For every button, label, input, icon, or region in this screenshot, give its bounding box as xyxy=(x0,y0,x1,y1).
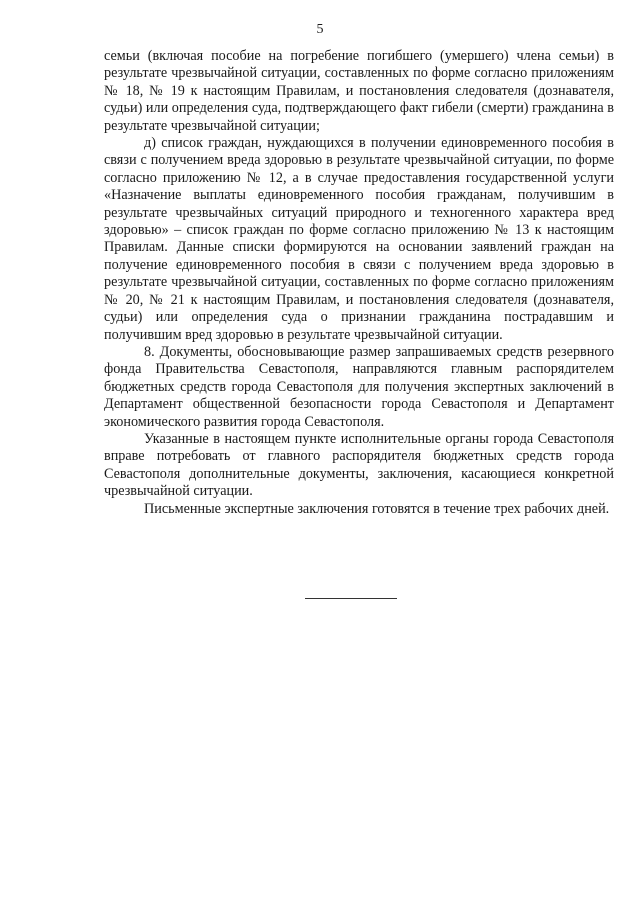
end-separator-line xyxy=(305,598,397,599)
page-number: 5 xyxy=(316,22,324,37)
body-text xyxy=(104,48,614,518)
paragraph-item-8: 8. Документы, обосновывающие размер запрашиваемых средств резервного фонда Правительства Севастополя, направляются главным распорядителем бюджетных средств города Севастополя для получения экспертных заключений в Департамент общественной безопасности города Севастополя и Департамент экономического развития города Севастополя. xyxy=(104,343,614,430)
paragraph-continuation: семьи (включая пособие на погребение погибшего (умершего) члена семьи) в результате чрезвычайной ситуации, составленных по форме согласно приложениям № 18, № 19 к настоящим Правилам, и постановления следователя (дознавателя, судьи) или определения суда, подтверждающего факт гибели (смерти) гражданина в результате чрезвычайной ситуации; xyxy=(104,48,614,134)
paragraph-item-d: д) список граждан, нуждающихся в получении единовременного пособия в связи с получением вреда здоровью в результате чрезвычайной ситуации, по форме согласно приложению № 12, а в случае предоставления государственной услуги «Назначение выплаты единовременного пособия гражданам, получившим в результате чрезвычайных ситуаций природного и техногенного характера вред здоровью» – список граждан по форме согласно приложению № 13 к настоящим Правилам. Данные списки формируются на основании заявлений граждан на получение единовременного пособия в связи с получением вреда здоровью в результате чрезвычайной ситуации, составленных по форме согласно приложениям № 20, № 21 к настоящим Правилам, и постановления следователя (дознавателя, судьи) или определения суда о признании гражданина пострадавшим и получившим вред здоровью в результате чрезвычайной ситуации. xyxy=(104,135,614,343)
paragraph-item-8-deadline: Письменные экспертные заключения готовятся в течение трех рабочих дней. xyxy=(144,500,610,517)
paragraph-item-8-authorities: Указанные в настоящем пункте исполнительные органы города Севастополя вправе потребовать от главного распорядителя бюджетных средств города Севастополя дополнительные документы, заключения, касающиеся конкретной чрезвычайной ситуации. xyxy=(104,430,614,500)
